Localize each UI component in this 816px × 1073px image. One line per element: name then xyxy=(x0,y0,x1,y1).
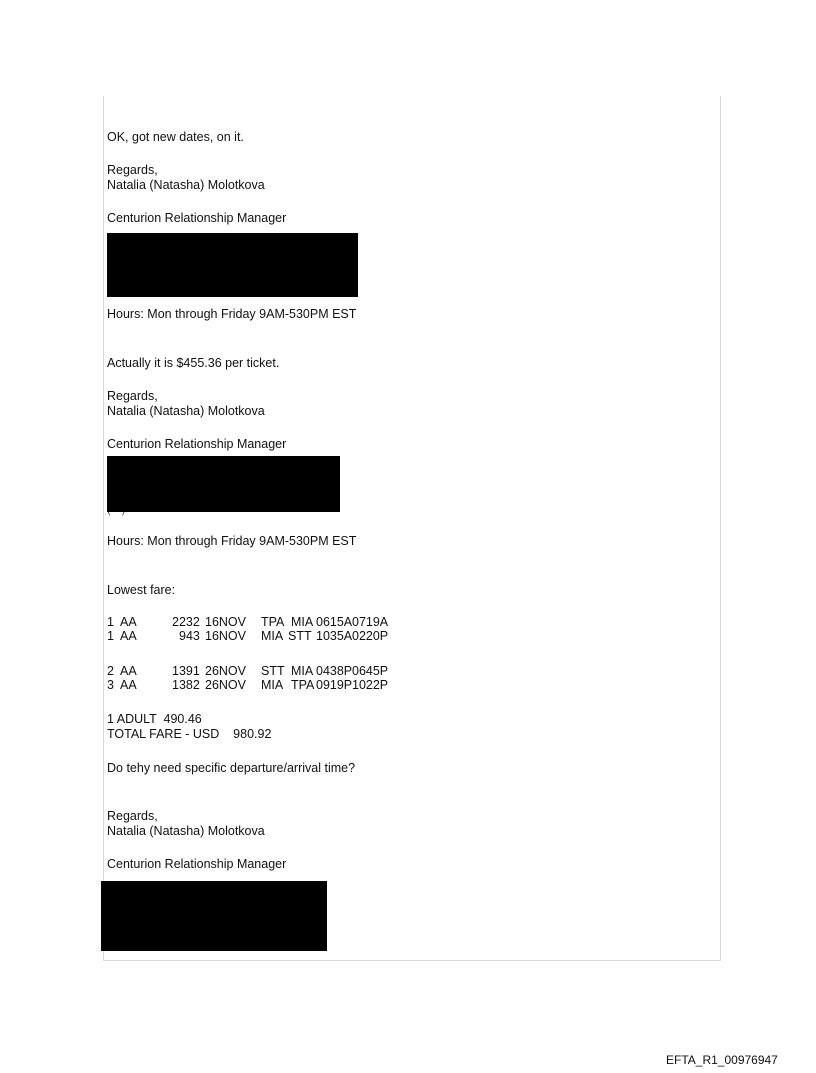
redaction-block xyxy=(101,881,327,951)
arrival-time: 1022P xyxy=(352,678,389,692)
adult-fare: 1 ADULT 490.46 xyxy=(107,712,202,726)
redaction-block xyxy=(107,456,340,512)
segment-number: 2 xyxy=(107,664,114,678)
airline-code: AA xyxy=(120,615,137,629)
flight-date: 26NOV xyxy=(205,678,246,692)
origin-airport: TPA xyxy=(261,615,285,629)
origin-airport: MIA xyxy=(261,678,284,692)
message-body: Actually it is $455.36 per ticket. xyxy=(107,356,280,370)
signature-name: Natalia (Natasha) Molotkova xyxy=(107,824,265,838)
flight-number: 1391 xyxy=(172,664,200,678)
flight-date: 26NOV xyxy=(205,664,246,678)
message-question: Do tehy need specific departure/arrival time? xyxy=(107,761,356,775)
message-body: OK, got new dates, on it. xyxy=(107,130,244,144)
departure-time: 0919P xyxy=(316,678,353,692)
segment-number: 3 xyxy=(107,678,114,692)
destination-airport: MIA xyxy=(291,615,314,629)
fare-heading: Lowest fare: xyxy=(107,583,176,597)
flight-date: 16NOV xyxy=(205,629,246,643)
origin-airport: STT xyxy=(261,664,285,678)
signature-hours: Hours: Mon through Friday 9AM-530PM EST xyxy=(107,307,357,321)
arrival-time: 0645P xyxy=(352,664,389,678)
total-fare: TOTAL FARE - USD 980.92 xyxy=(107,727,272,741)
signature-title: Centurion Relationship Manager xyxy=(107,211,287,225)
flight-number: 1382 xyxy=(172,678,200,692)
signature-title: Centurion Relationship Manager xyxy=(107,857,287,871)
flight-number: 943 xyxy=(179,629,200,643)
document-id: EFTA_R1_00976947 xyxy=(666,1053,778,1067)
departure-time: 0615A xyxy=(316,615,353,629)
signature-hours: Hours: Mon through Friday 9AM-530PM EST xyxy=(107,534,357,548)
signature-closing: Regards, xyxy=(107,389,158,403)
flight-number: 2232 xyxy=(172,615,200,629)
destination-airport: MIA xyxy=(291,664,314,678)
redaction-block xyxy=(107,233,358,297)
segment-number: 1 xyxy=(107,615,114,629)
arrival-time: 0220P xyxy=(352,629,389,643)
departure-time: 0438P xyxy=(316,664,353,678)
destination-airport: STT xyxy=(288,629,312,643)
airline-code: AA xyxy=(120,629,137,643)
signature-name: Natalia (Natasha) Molotkova xyxy=(107,178,265,192)
airline-code: AA xyxy=(120,678,137,692)
origin-airport: MIA xyxy=(261,629,284,643)
signature-closing: Regards, xyxy=(107,809,158,823)
airline-code: AA xyxy=(120,664,137,678)
segment-number: 1 xyxy=(107,629,114,643)
departure-time: 1035A xyxy=(316,629,353,643)
signature-name: Natalia (Natasha) Molotkova xyxy=(107,404,265,418)
arrival-time: 0719A xyxy=(352,615,389,629)
signature-closing: Regards, xyxy=(107,163,158,177)
flight-date: 16NOV xyxy=(205,615,246,629)
destination-airport: TPA xyxy=(291,678,315,692)
signature-title: Centurion Relationship Manager xyxy=(107,437,287,451)
